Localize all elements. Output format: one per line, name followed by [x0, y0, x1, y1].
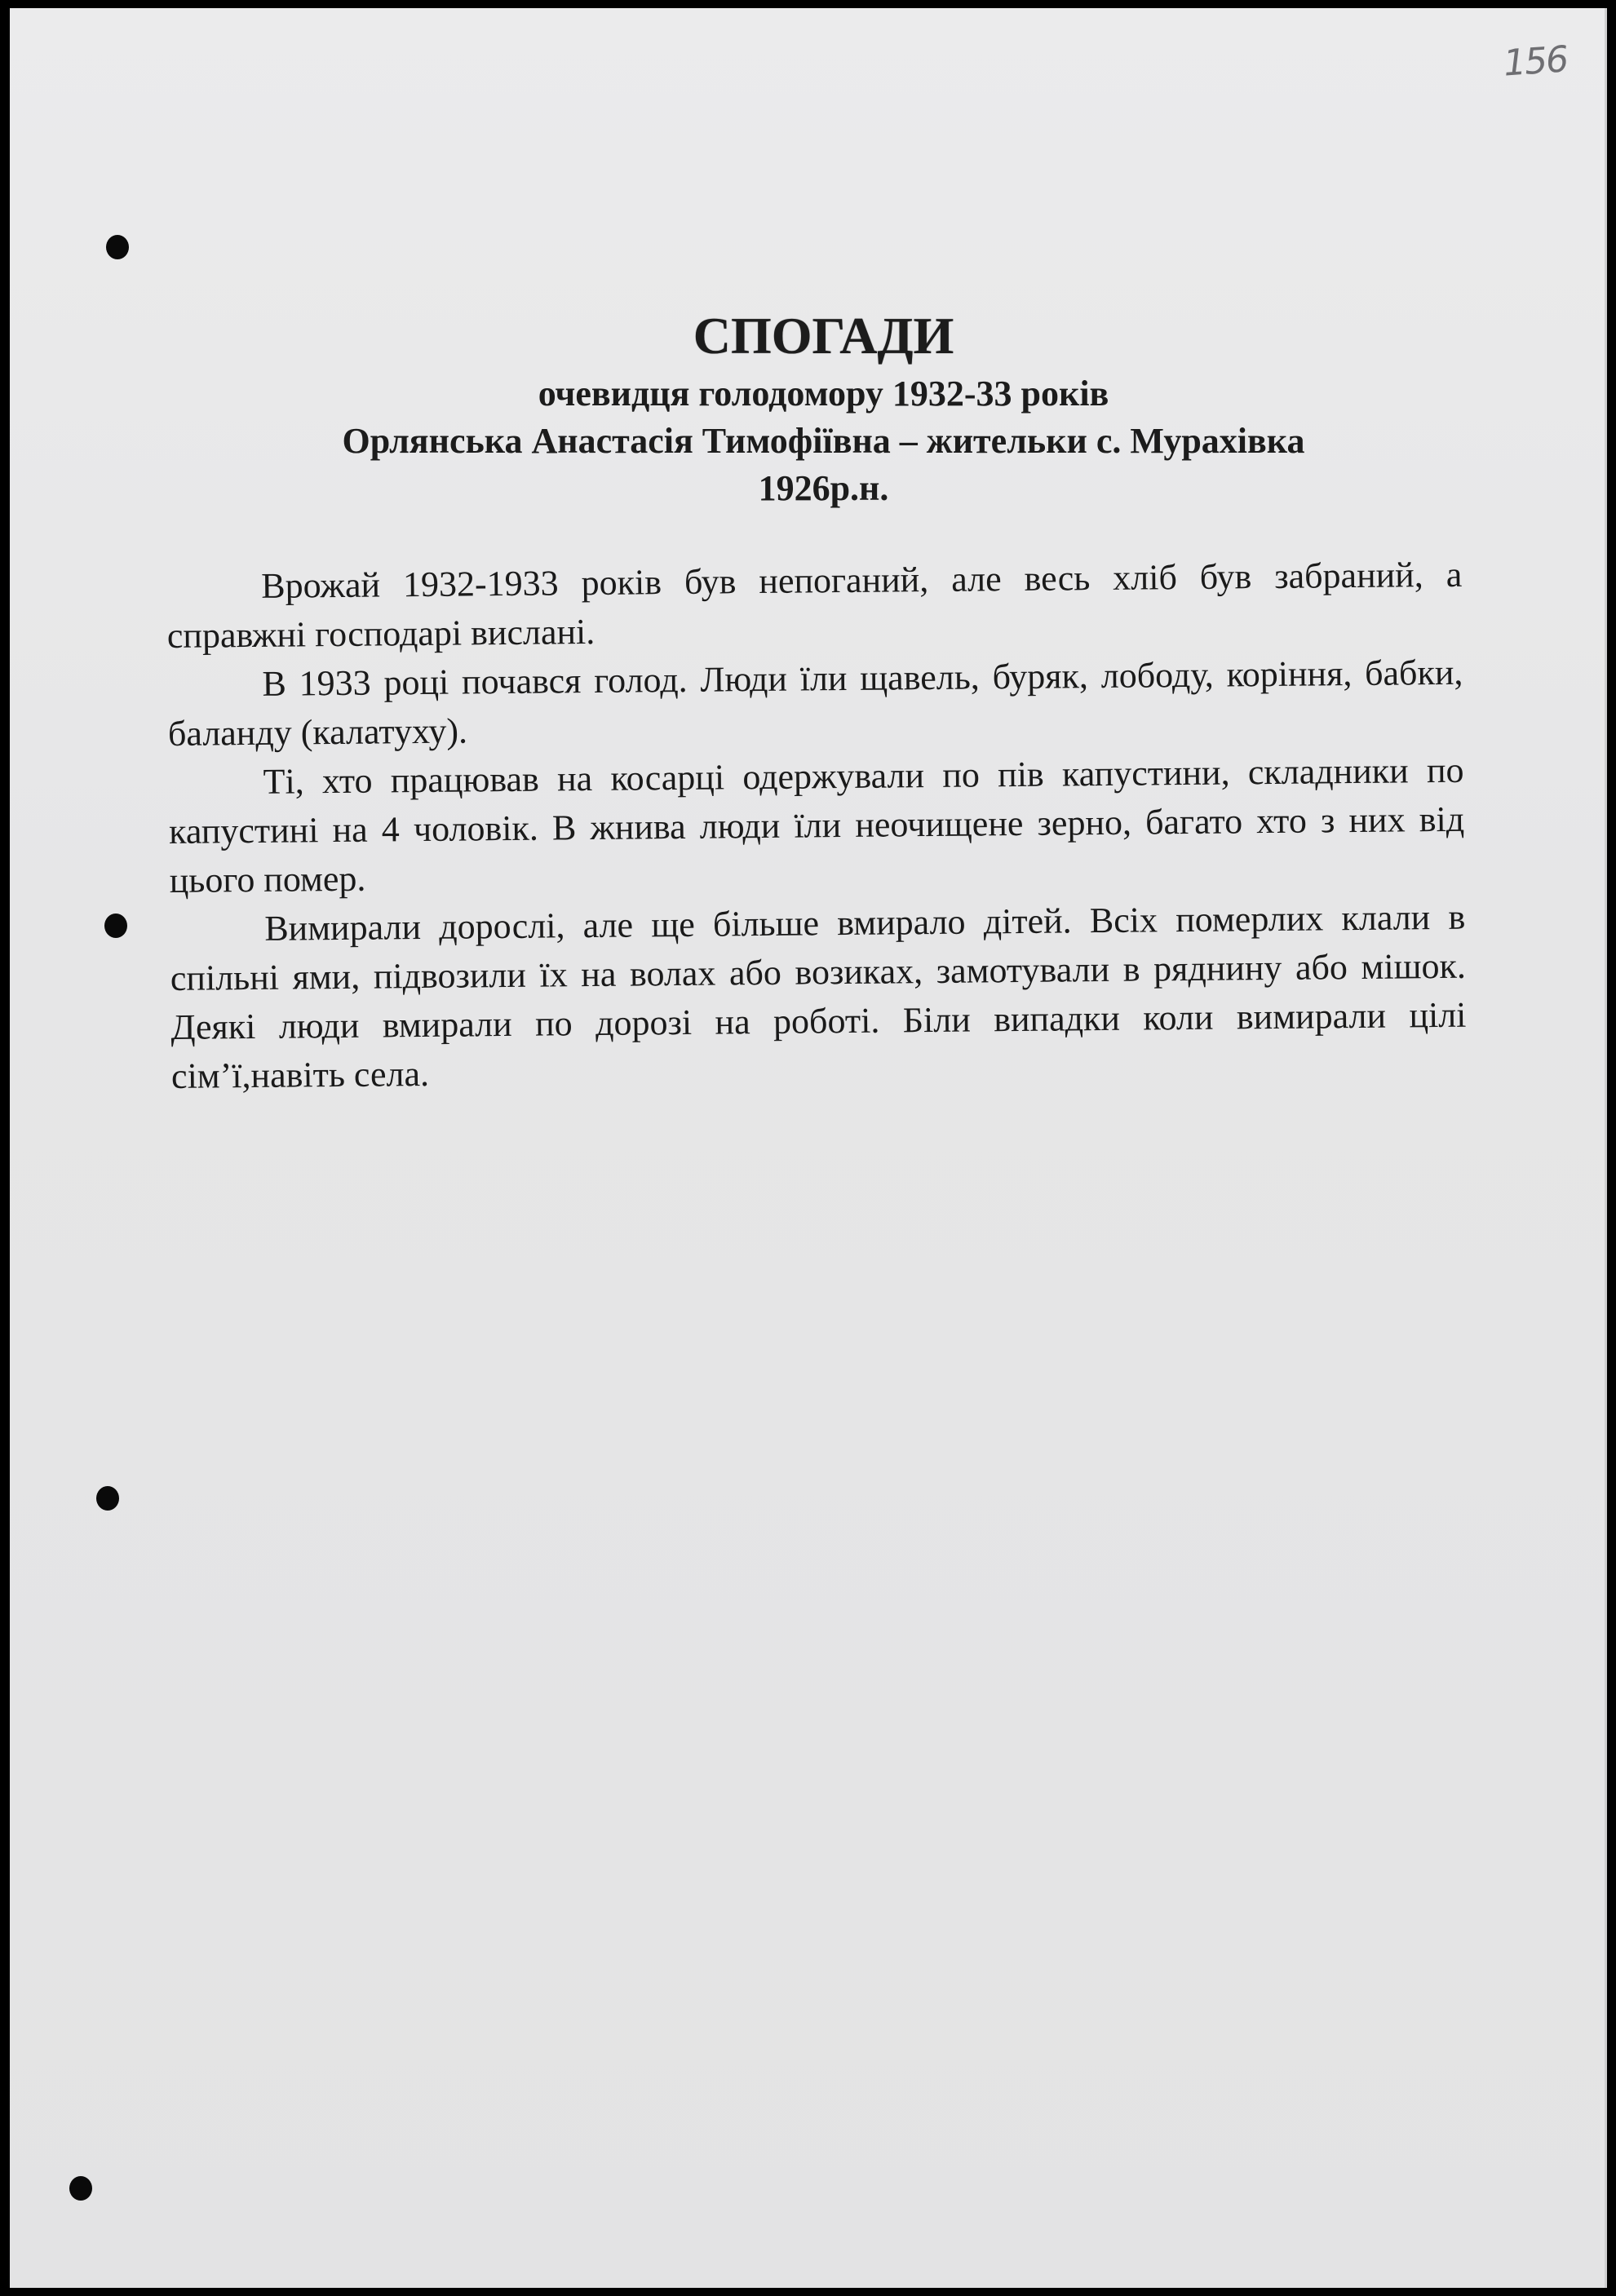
document-body: [166, 551, 1467, 1101]
punch-hole: [96, 1486, 119, 1511]
document-title: СПОГАДИ: [693, 307, 954, 365]
page-number: 156: [1502, 38, 1569, 85]
paragraph: Вимирали дорослі, але ще більше вмирало дітей. Всіх померлих клали в спільні ями, підвозили їх на волах або возиках, замотували в ряднину або мішок. Деякі люди вмирали по дорозі на роботі. Біли випадки коли вимирали цілі сім’ї,навіть села.: [170, 896, 1467, 1096]
document-page: [10, 8, 1607, 2288]
document-subtitle: очевидця голодомору 1932-33 років: [538, 374, 1109, 414]
punch-hole: [104, 914, 127, 938]
paragraph: Врожай 1932-1933 років був непоганий, але весь хліб був забраний, а справжні господарі вислані.: [166, 554, 1463, 656]
paragraph: В 1933 році почався голод. Люди їли щавель, буряк, лободу, коріння, бабки, баланду (калатуху).: [167, 652, 1463, 754]
punch-hole: [106, 235, 129, 259]
birth-year: 1926р.н.: [758, 468, 889, 508]
document-header: [10, 302, 1605, 512]
paragraph: Ті, хто працював на косарці одержували по пів капустини, складники по капустині на 4 чоловік. В жнива люди їли неочищене зерно, багато хто з них від цього помер.: [168, 750, 1465, 900]
witness-name: Орлянська Анастасія Тимофіївна – жительки с. Мурахівка: [342, 421, 1305, 461]
punch-hole: [69, 2176, 92, 2201]
